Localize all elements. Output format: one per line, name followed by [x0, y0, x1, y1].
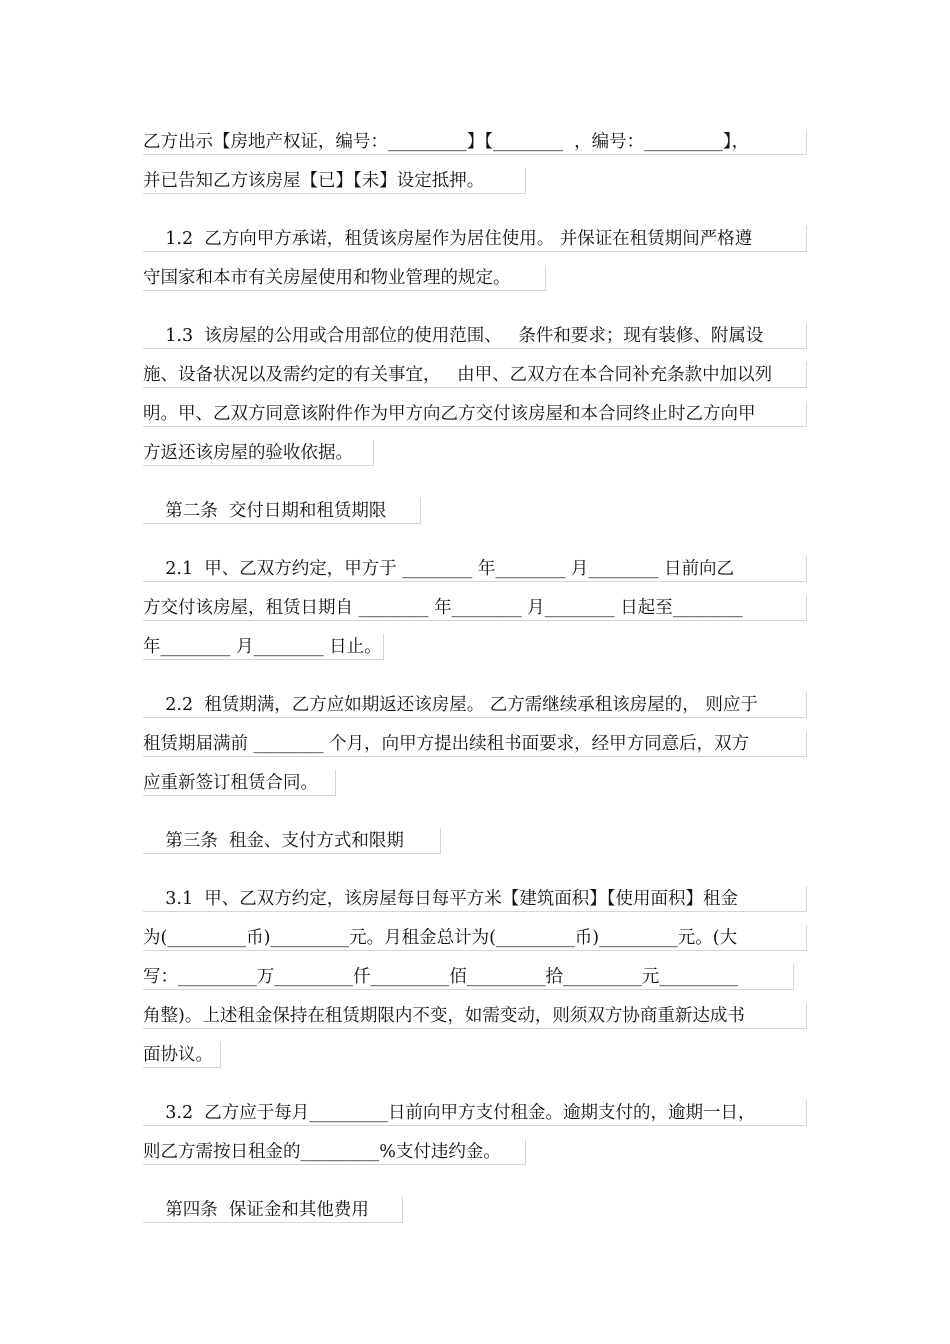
text-line: 角整)。上述租金保持在租赁期限内不变，如需变动，则须双方协商重新达成书: [143, 1003, 807, 1029]
section-heading: 第三条 租金、支付方式和限期: [143, 828, 441, 854]
text-line: 并已告知乙方该房屋【已】【未】设定抵押。: [143, 168, 526, 194]
text-line: 为(_________币)_________元。月租金总计为(_________币)_________元。(大: [143, 925, 807, 951]
text-line: 应重新签订租赁合同。: [143, 770, 336, 796]
text-line: 方返还该房屋的验收依据。: [143, 440, 374, 466]
text-line: 3.1 甲、乙双方约定，该房屋每日每平方米【建筑面积】【使用面积】租金: [143, 886, 807, 912]
text-line: 3.2 乙方应于每月_________日前向甲方支付租金。逾期支付的，逾期一日，: [143, 1100, 807, 1126]
text-line: 2.1 甲、乙双方约定，甲方于 ________ 年________ 月________ 日前向乙: [143, 556, 807, 582]
text-line: 年________ 月________ 日止。: [143, 634, 384, 660]
text-line: 施、设备状况以及需约定的有关事宜， 由甲、乙双方在本合同补充条款中加以列: [143, 362, 807, 388]
text-line: 面协议。: [143, 1042, 221, 1068]
text-line: 1.3 该房屋的公用或合用部位的使用范围、 条件和要求；现有装修、附属设: [143, 323, 807, 349]
text-line: 2.2 租赁期满，乙方应如期返还该房屋。 乙方需继续承租该房屋的， 则应于: [143, 692, 807, 718]
text-line: 则乙方需按日租金的_________%支付违约金。: [143, 1139, 526, 1165]
section-heading: 第四条 保证金和其他费用: [143, 1197, 403, 1223]
text-line: 写：_________万_________仟_________佰_________拾_________元_________: [143, 964, 794, 990]
section-heading: 第二条 交付日期和租赁期限: [143, 498, 421, 524]
text-line: 乙方出示【房地产权证，编号：_________】【________ ，编号：_________】，: [143, 129, 807, 155]
text-line: 1.2 乙方向甲方承诺，租赁该房屋作为居住使用。 并保证在租赁期间严格遵: [143, 226, 807, 252]
text-line: 方交付该房屋，租赁日期自 ________ 年________ 月________ 日起至________: [143, 595, 807, 621]
text-line: 明。甲、乙双方同意该附件作为甲方向乙方交付该房屋和本合同终止时乙方向甲: [143, 401, 807, 427]
text-line: 租赁期届满前 ________ 个月，向甲方提出续租书面要求，经甲方同意后，双方: [143, 731, 807, 757]
text-line: 守国家和本市有关房屋使用和物业管理的规定。: [143, 265, 546, 291]
